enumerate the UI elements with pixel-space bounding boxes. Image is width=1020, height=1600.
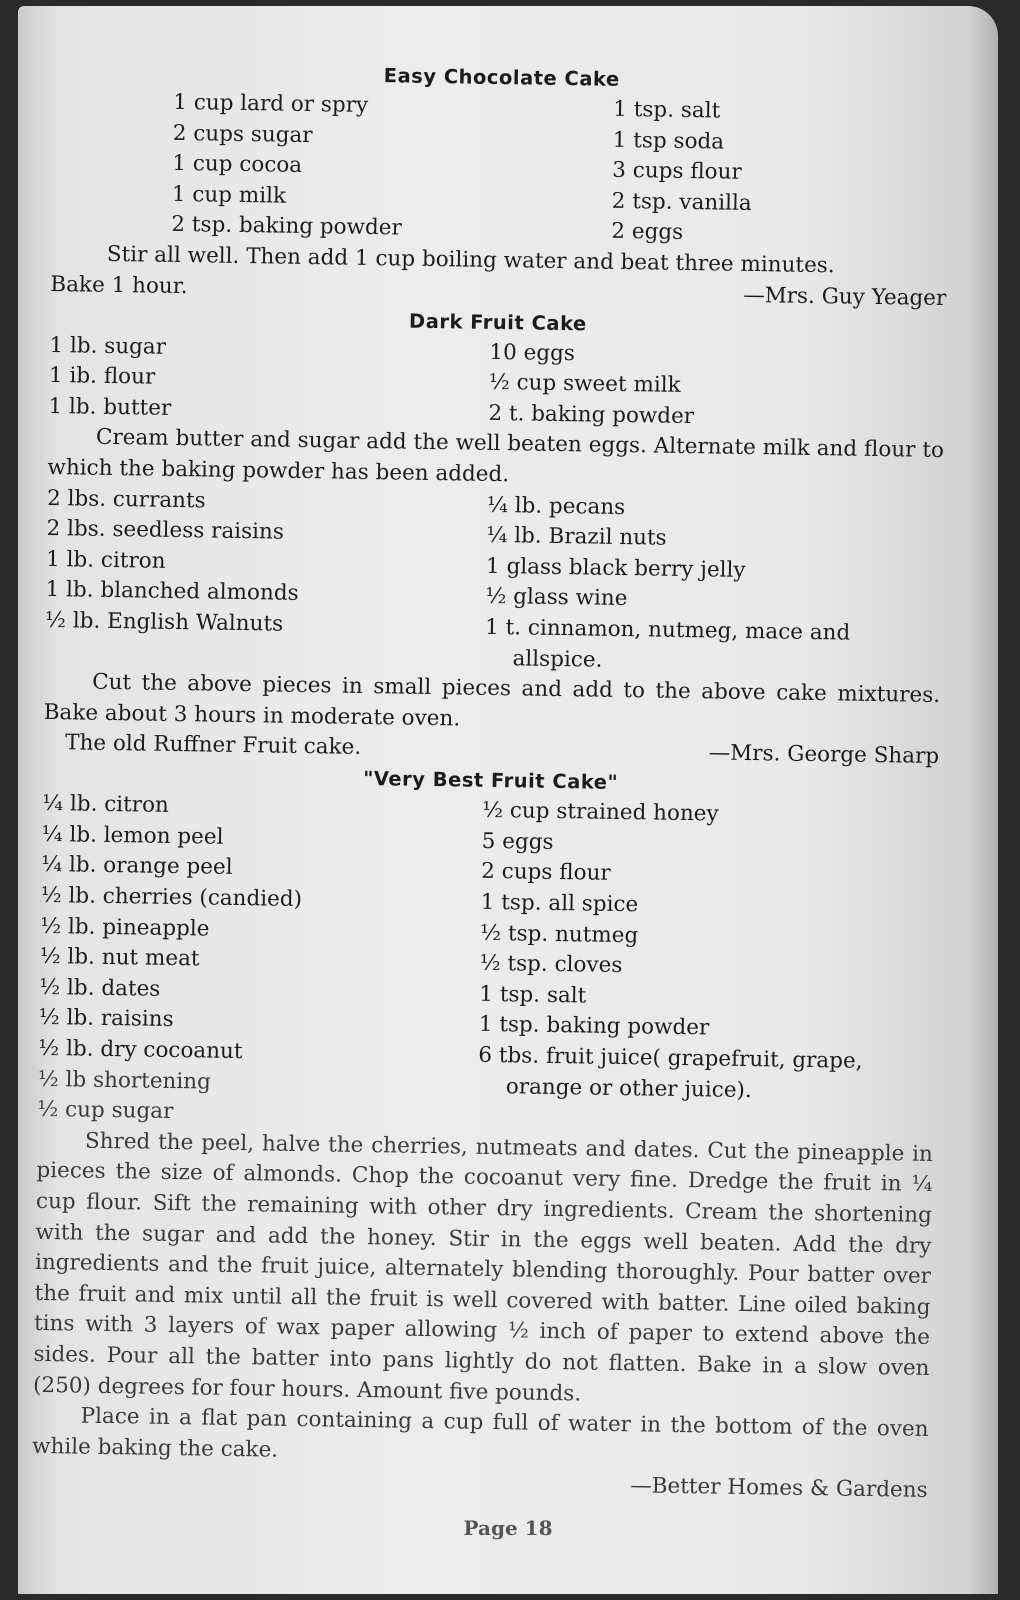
ingredient: 1 lb. citron [45, 546, 166, 574]
ingredient: ¼ lb. pecans [486, 492, 626, 520]
ingredient: 1 t. cinnamon, nutmeg, mace and allspice. [484, 614, 851, 673]
recipe-easy-chocolate-cake [50, 56, 950, 315]
ingredient: 1 lb. butter [48, 393, 172, 421]
bake-note: Bake 1 hour. [50, 271, 188, 299]
ingredient: ½ lb. nut meat [39, 944, 200, 972]
ingredient: ½ tsp. nutmeg [480, 920, 639, 948]
ingredient: ¼ lb. lemon peel [41, 821, 224, 850]
ingredient: ½ lb. English Walnuts [44, 607, 284, 637]
page-number: Page 18 [463, 1516, 553, 1540]
ingredient-columns [37, 789, 938, 1140]
recipe-instructions: Cut the above pieces in small pieces and add to the above cake mixtures. Bake about 3 hours in moderate oven. [43, 669, 941, 732]
ingredients-left [37, 789, 482, 1132]
ingredient: ½ lb. dry cocoanut [38, 1035, 243, 1065]
recipe-title: Easy Chocolate Cake [383, 64, 620, 91]
ingredient-columns [44, 483, 943, 681]
ingredients-left [48, 331, 489, 430]
ingredient: ¼ lb. orange peel [41, 852, 233, 881]
ingredient: 2 t. baking powder [488, 400, 695, 429]
ingredient: 2 tsp. baking powder [171, 212, 402, 241]
ingredient: 2 lbs. seedless raisins [46, 516, 285, 545]
recipe-instructions: Shred the peel, halve the cherries, nutmeats and dates. Cut the pineapple in pieces the size of almonds. Chop the cocoanut very fine. Dredge the fruit in ¼ cup flour. Sift the remaining with other dry ingredients. Cream the shortening with the sugar and add the honey. Stir in the eggs well beaten. Add the dry ingredients and the fruit juice, alternately blending thoroughly. Pour batter over the fruit and mix until all the fruit is well covered with batter. Line oiled baking tins with 3 layers of wax paper allowing ½ inch of paper to extend above the sides. Pour all the batter into pans lightly do not flatten. Bake in a slow oven (250) degrees for four hours. Amount five pounds. [32, 1128, 934, 1407]
page-content [31, 56, 949, 1507]
ingredient: 2 lbs. currants [46, 485, 206, 513]
ingredient: 2 cups sugar [172, 120, 313, 148]
ingredient: 2 tsp. vanilla [611, 188, 752, 216]
recipe-dark-fruit-cake [43, 301, 946, 774]
ingredient: 1 glass black berry jelly [485, 553, 746, 583]
recipe-title: Dark Fruit Cake [408, 309, 587, 335]
ingredient: 1 cup lard or spry [173, 89, 369, 118]
recipe-title: "Very Best Fruit Cake" [363, 767, 619, 795]
recipe-note: The old Ruffner Fruit cake. [65, 730, 362, 761]
ingredient: ¼ lb. Brazil nuts [486, 522, 667, 551]
recipe-credit: —Better Homes & Gardens [629, 1473, 928, 1504]
ingredient: ½ lb shortening [37, 1066, 212, 1095]
ingredients-right [488, 337, 939, 436]
ingredient-columns [48, 331, 945, 437]
ingredient: 2 eggs [611, 219, 684, 246]
ingredients-right [477, 796, 932, 1140]
ingredient: ½ glass wine [485, 584, 628, 612]
ingredient: ½ lb. cherries (candied) [40, 882, 303, 913]
ingredient: 1 tsp. salt [613, 96, 721, 124]
ingredient: ½ cup sweet milk [488, 370, 681, 399]
ingredient: 1 lb. sugar [49, 332, 167, 360]
cookbook-page [18, 6, 998, 1594]
ingredient: 1 tsp. salt [479, 981, 587, 1009]
ingredient: 1 cup milk [171, 181, 287, 209]
ingredient: 1 tsp. all spice [480, 889, 639, 918]
ingredient: 1 ib. flour [48, 363, 156, 390]
recipe-instructions: Cream butter and sugar add the well beaten eggs. Alternate milk and flour to which the baking powder has been added. [47, 425, 945, 488]
ingredient: 1 lb. blanched almonds [45, 577, 299, 607]
ingredient: ½ tsp. cloves [479, 951, 623, 979]
ingredient: ¼ lb. citron [42, 791, 170, 819]
ingredients-left [44, 483, 487, 673]
ingredient: ½ lb. raisins [38, 1005, 174, 1033]
ingredient: 5 eggs [481, 828, 554, 855]
ingredient: 6 tbs. fruit juice( grapefruit, grape, orange or other juice). [478, 1042, 863, 1103]
recipe-instructions: Stir all well. Then add 1 cup boiling water and beat three minutes. [106, 241, 835, 279]
recipe-credit: —Mrs. Guy Yeager [742, 282, 947, 311]
recipe-very-best-fruit-cake [31, 759, 938, 1507]
ingredient: ½ cup sugar [37, 1097, 174, 1125]
ingredients-left [51, 86, 613, 248]
ingredient: 1 cup cocoa [172, 151, 303, 179]
recipe-credit: —Mrs. George Sharp [708, 740, 940, 770]
ingredients-right [611, 95, 913, 253]
ingredient: ½ cup strained honey [482, 798, 719, 827]
ingredient: 1 tsp soda [612, 127, 725, 155]
ingredient-columns [51, 86, 949, 253]
ingredient: 2 cups flour [481, 859, 611, 887]
ingredient: 10 eggs [489, 339, 576, 366]
ingredient: ½ lb. pineapple [40, 913, 210, 942]
ingredient: ½ lb. dates [39, 974, 161, 1002]
ingredients-right [484, 490, 937, 681]
recipe-instructions: Place in a flat pan containing a cup full of water in the bottom of the oven while baking the cake. [31, 1403, 929, 1463]
ingredient: 3 cups flour [612, 157, 742, 186]
ingredient: 1 tsp. baking powder [478, 1012, 710, 1041]
